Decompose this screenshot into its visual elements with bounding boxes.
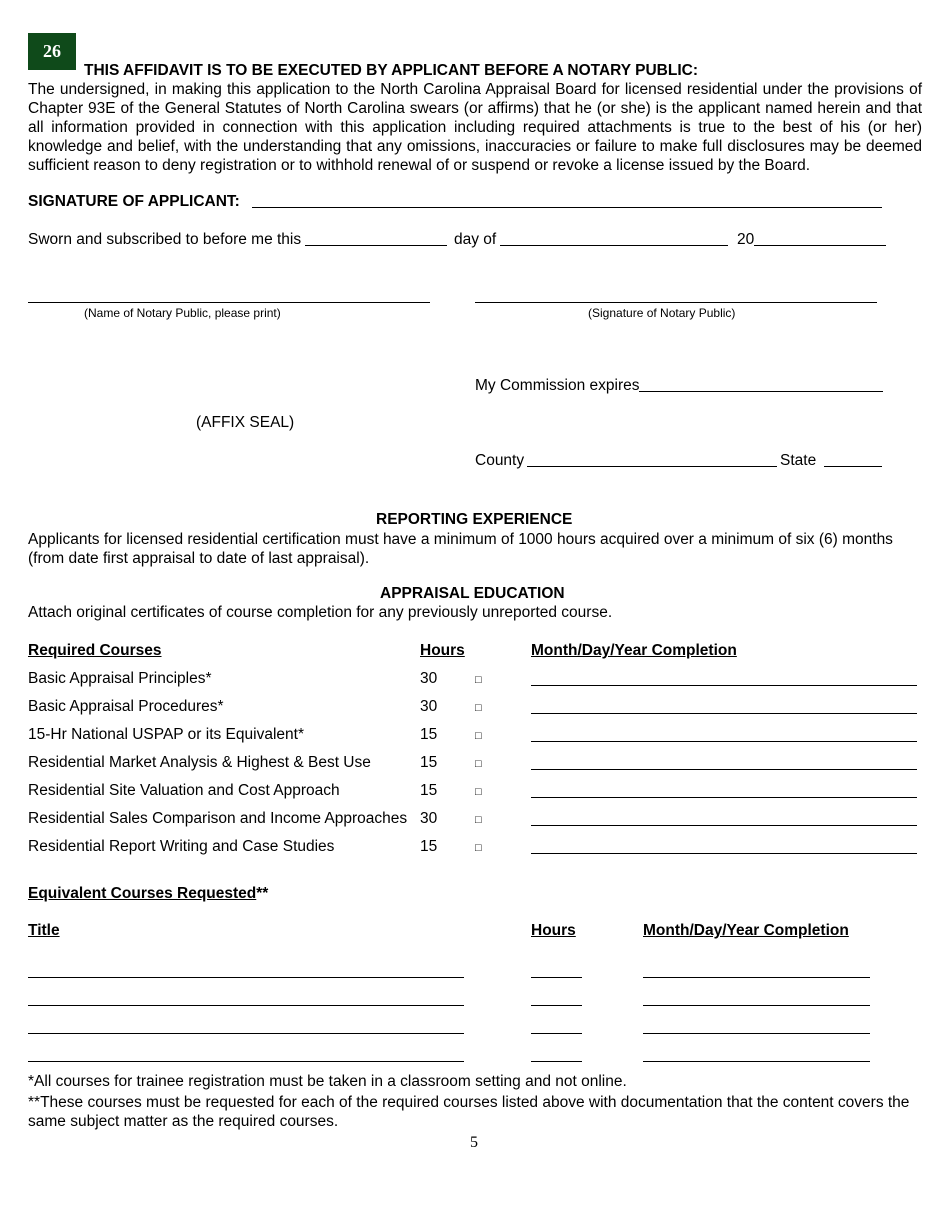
- equivalent-title-line[interactable]: [28, 977, 464, 978]
- sworn-label: Sworn and subscribed to before me this: [28, 231, 302, 248]
- affidavit-line: all information provided in connection with this application including required attachments is true to the best of his (or her): [28, 119, 922, 136]
- course-hours: 15: [420, 838, 438, 855]
- page-number: 5: [470, 1134, 478, 1151]
- course-checkbox[interactable]: □: [475, 758, 482, 770]
- course-completion-line[interactable]: [531, 769, 917, 770]
- commission-line[interactable]: [639, 391, 883, 392]
- year-prefix: 20: [737, 231, 755, 248]
- reporting-text: [28, 530, 922, 568]
- equivalent-completion-line[interactable]: [643, 1005, 870, 1006]
- course-hours: 30: [420, 810, 438, 827]
- equivalent-hours-line[interactable]: [531, 1061, 582, 1062]
- county-label: County: [475, 452, 525, 469]
- reporting-heading: REPORTING EXPERIENCE: [376, 511, 573, 528]
- day-of-label: day of: [454, 231, 497, 248]
- notary-signature-line[interactable]: [475, 302, 877, 303]
- course-checkbox[interactable]: □: [475, 786, 482, 798]
- reporting-line: (from date first appraisal to date of last appraisal).: [28, 550, 370, 567]
- page-badge: 26: [28, 33, 76, 70]
- course-hours: 15: [420, 754, 438, 771]
- county-line[interactable]: [527, 466, 777, 467]
- affidavit-text: [28, 80, 922, 175]
- equivalent-completion-line[interactable]: [643, 977, 870, 978]
- affidavit-line: sufficient reason to deny registration or to withhold renewal of or suspend or revoke a license issued by the Board.: [28, 157, 811, 174]
- course-completion-line[interactable]: [531, 825, 917, 826]
- course-checkbox[interactable]: □: [475, 730, 482, 742]
- equivalent-hours-header: Hours: [531, 922, 576, 939]
- affidavit-line: Chapter 93E of the General Statutes of North Carolina swears (or affirms) that he (or she) is the applicant named herein and that: [28, 100, 922, 117]
- reporting-line: Applicants for licensed residential certification must have a minimum of 1000 hours acquired over a minimum of six (6) months: [28, 531, 893, 548]
- applicant-signature-line[interactable]: [252, 207, 882, 208]
- course-completion-line[interactable]: [531, 713, 917, 714]
- equivalent-heading: Equivalent Courses Requested: [28, 885, 257, 902]
- course-hours: 15: [420, 726, 438, 743]
- sworn-day-line[interactable]: [305, 245, 447, 246]
- course-checkbox[interactable]: □: [475, 814, 482, 826]
- hours-header: Hours: [420, 642, 465, 659]
- equivalent-completion-line[interactable]: [643, 1033, 870, 1034]
- equivalent-completion-line[interactable]: [643, 1061, 870, 1062]
- notary-name-caption: (Name of Notary Public, please print): [84, 306, 281, 320]
- course-checkbox[interactable]: □: [475, 842, 482, 854]
- course-name: Residential Report Writing and Case Studies: [28, 838, 335, 855]
- equivalent-hours-line[interactable]: [531, 1033, 582, 1034]
- course-hours: 30: [420, 698, 438, 715]
- equivalent-title-line[interactable]: [28, 1005, 464, 1006]
- equivalent-completion-header: Month/Day/Year Completion: [643, 922, 849, 939]
- sworn-month-line[interactable]: [500, 245, 728, 246]
- course-name: Basic Appraisal Principles*: [28, 670, 212, 687]
- course-name: 15-Hr National USPAP or its Equivalent*: [28, 726, 304, 743]
- footnote-2-line: **These courses must be requested for each of the required courses listed above with documentation that the content covers the: [28, 1094, 910, 1111]
- course-completion-line[interactable]: [531, 853, 917, 854]
- course-name: Residential Sales Comparison and Income Approaches: [28, 810, 408, 827]
- course-hours: 15: [420, 782, 438, 799]
- equivalent-heading-wrap: [28, 885, 268, 903]
- course-name: Basic Appraisal Procedures*: [28, 698, 224, 715]
- signature-label: SIGNATURE OF APPLICANT:: [28, 193, 240, 210]
- course-completion-line[interactable]: [531, 797, 917, 798]
- course-name: Residential Site Valuation and Cost Approach: [28, 782, 340, 799]
- sworn-year-line[interactable]: [754, 245, 886, 246]
- equivalent-title-line[interactable]: [28, 1033, 464, 1034]
- affix-seal-label: (AFFIX SEAL): [196, 414, 295, 431]
- equivalent-hours-line[interactable]: [531, 1005, 582, 1006]
- notary-signature-caption: (Signature of Notary Public): [588, 306, 736, 320]
- affidavit-heading: THIS AFFIDAVIT IS TO BE EXECUTED BY APPLICANT BEFORE A NOTARY PUBLIC:: [84, 62, 699, 79]
- completion-header: Month/Day/Year Completion: [531, 642, 737, 659]
- equivalent-title-line[interactable]: [28, 1061, 464, 1062]
- required-courses-header: Required Courses: [28, 642, 162, 659]
- education-heading: APPRAISAL EDUCATION: [380, 585, 565, 602]
- equivalent-heading-suffix: **: [256, 885, 269, 902]
- footnote-1: *All courses for trainee registration must be taken in a classroom setting and not online.: [28, 1073, 627, 1090]
- affidavit-line: knowledge and belief, with the understanding that any omissions, inaccuracies or failure to make full disclosures may be deemed: [28, 138, 922, 155]
- affidavit-line: The undersigned, in making this application to the North Carolina Appraisal Board for licensed residential under the provisions of: [28, 81, 922, 98]
- state-label: State: [780, 452, 817, 469]
- course-checkbox[interactable]: □: [475, 702, 482, 714]
- title-header: Title: [28, 922, 60, 939]
- course-checkbox[interactable]: □: [475, 674, 482, 686]
- course-completion-line[interactable]: [531, 741, 917, 742]
- course-name: Residential Market Analysis & Highest & Best Use: [28, 754, 371, 771]
- commission-label: My Commission expires: [475, 377, 640, 394]
- course-completion-line[interactable]: [531, 685, 917, 686]
- education-text: Attach original certificates of course completion for any previously unreported course.: [28, 604, 613, 621]
- notary-name-line[interactable]: [28, 302, 430, 303]
- equivalent-hours-line[interactable]: [531, 977, 582, 978]
- course-hours: 30: [420, 670, 438, 687]
- footnote-2: [28, 1093, 922, 1131]
- state-line[interactable]: [824, 466, 882, 467]
- footnote-2-line: same subject matter as the required courses.: [28, 1113, 339, 1130]
